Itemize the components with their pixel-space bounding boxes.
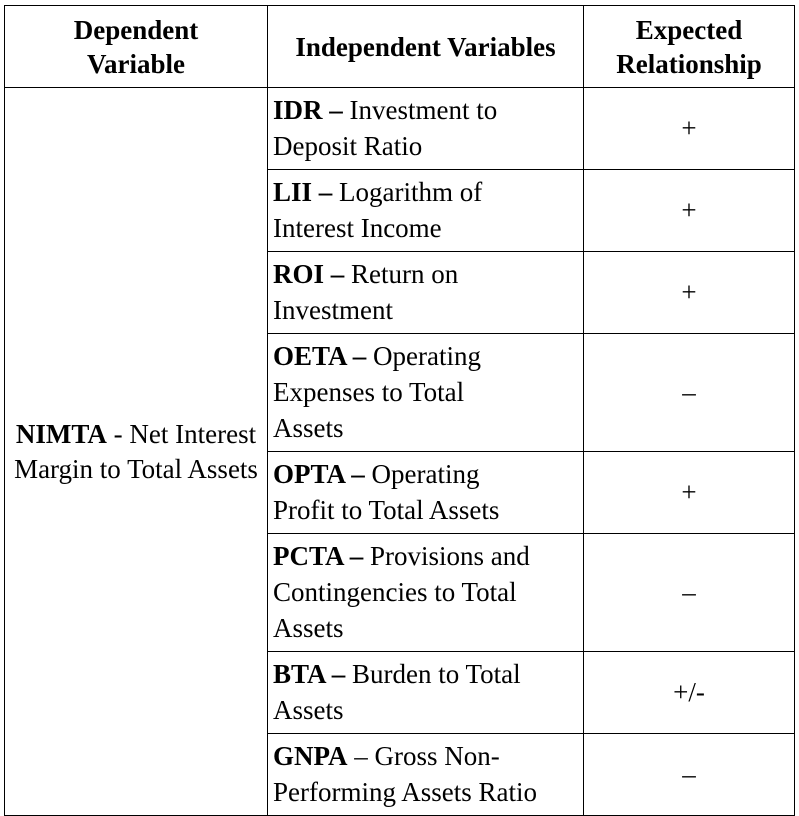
expected-relationship-cell: + — [584, 170, 795, 252]
variable-abbr: OPTA — [273, 459, 345, 489]
variable-description: Provisions and Contingencies to Total Assets — [273, 541, 530, 643]
variable-description: Burden to Total Assets — [273, 659, 521, 725]
variable-separator: – — [343, 541, 371, 571]
independent-variable-cell — [268, 452, 584, 534]
dependent-variable-abbr: NIMTA — [15, 418, 107, 449]
variable-abbr: LII — [273, 177, 313, 207]
expected-relationship-cell: – — [584, 534, 795, 652]
independent-variable-cell — [268, 652, 584, 734]
independent-variable-cell — [268, 170, 584, 252]
variable-abbr: ROI — [273, 259, 325, 289]
variable-separator: – — [325, 659, 353, 689]
variable-abbr: GNPA — [273, 741, 348, 771]
variable-separator: – — [324, 259, 352, 289]
header-dependent-variable: Dependent Variable — [5, 6, 268, 88]
variable-abbr: PCTA — [273, 541, 344, 571]
variable-abbr: IDR — [273, 95, 323, 125]
independent-variable-cell — [268, 252, 584, 334]
header-independent-variables: Independent Variables — [268, 6, 584, 88]
independent-variable-cell — [268, 88, 584, 170]
expected-relationship-cell: – — [584, 334, 795, 452]
variable-description: Operating Expenses to Total Assets — [273, 341, 481, 443]
variable-description: Gross Non- Performing Assets Ratio — [273, 741, 537, 807]
header-row — [5, 6, 795, 88]
independent-variable-cell — [268, 734, 584, 816]
variable-separator: – — [344, 459, 372, 489]
variable-separator: – — [347, 741, 375, 771]
expected-relationship-cell: – — [584, 734, 795, 816]
variables-table — [4, 5, 795, 816]
variable-description: Logarithm of Interest Income — [273, 177, 483, 243]
variable-separator: – — [312, 177, 340, 207]
variable-separator: – — [346, 341, 374, 371]
dependent-variable-text: Net Interest Margin to Total Assets — [14, 418, 258, 484]
variable-separator: – — [322, 95, 350, 125]
dependent-variable-separator: - — [106, 418, 130, 449]
variable-description: Operating Profit to Total Assets — [273, 459, 500, 525]
table-row — [5, 88, 795, 170]
expected-relationship-cell: +/- — [584, 652, 795, 734]
independent-variable-cell — [268, 334, 584, 452]
independent-variable-cell — [268, 534, 584, 652]
dependent-variable-cell — [5, 88, 268, 816]
variable-abbr: OETA — [273, 341, 347, 371]
variable-description: Investment to Deposit Ratio — [273, 95, 498, 161]
variable-abbr: BTA — [273, 659, 326, 689]
header-expected-relationship: Expected Relationship — [584, 6, 795, 88]
expected-relationship-cell: + — [584, 452, 795, 534]
variable-description: Return on Investment — [273, 259, 459, 325]
expected-relationship-cell: + — [584, 88, 795, 170]
expected-relationship-cell: + — [584, 252, 795, 334]
